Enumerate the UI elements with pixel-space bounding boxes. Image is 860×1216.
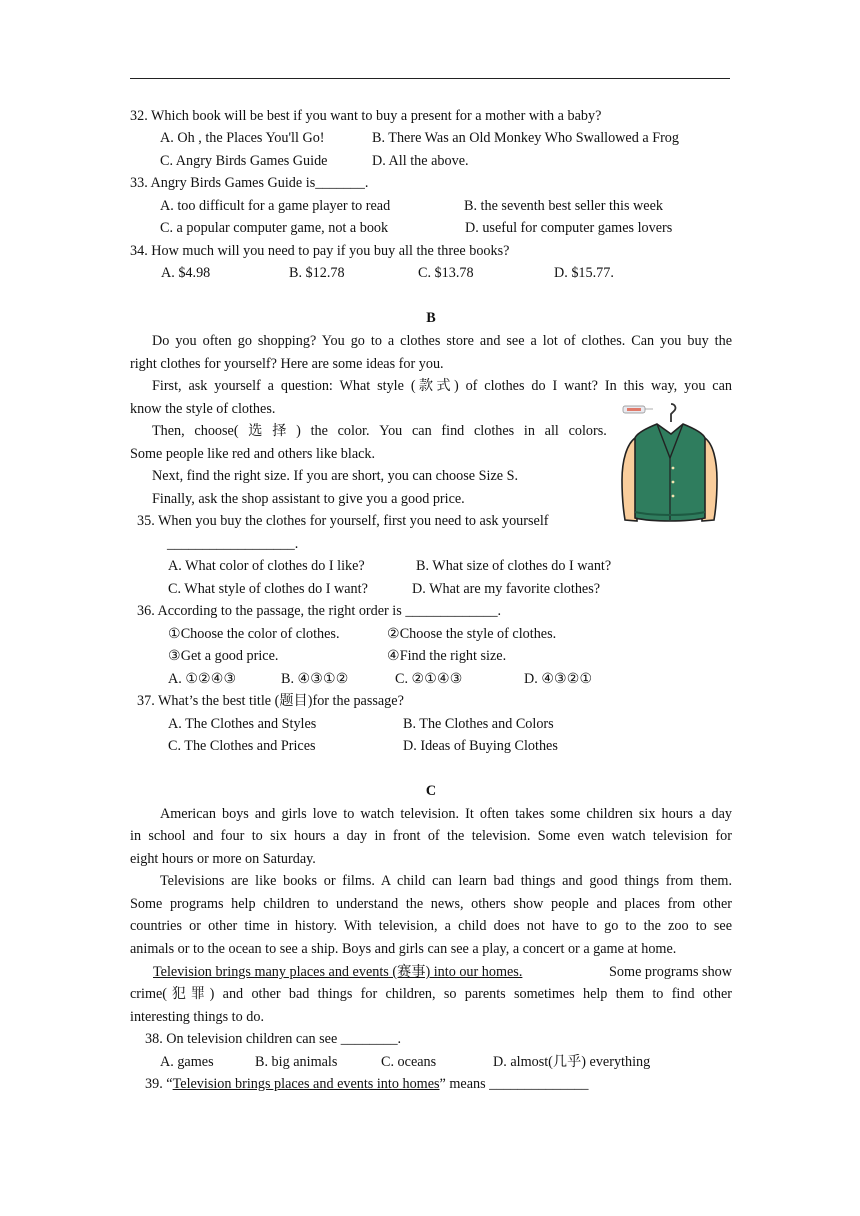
q34-option-b: B. $12.78 xyxy=(289,265,345,281)
text-word: colors. xyxy=(568,423,607,439)
section-b-paragraph-1: Do you often go shopping? You go to a clothes store and see a lot of clothes. Can you buy the xyxy=(152,333,732,349)
header-rule xyxy=(130,78,730,79)
text-run: Some programs show xyxy=(609,964,732,980)
q36-option-b: B. ④③①② xyxy=(281,671,349,687)
q32-stem: 32. Which book will be best if you want to buy a present for a mother with a baby? xyxy=(130,108,602,124)
q34-option-d: D. $15.77. xyxy=(554,265,614,281)
text-word: all xyxy=(544,423,559,439)
section-c-paragraph-3-end: interesting things to do. xyxy=(130,1009,264,1025)
q32-option-d: D. All the above. xyxy=(372,153,469,169)
section-c-paragraph-3 xyxy=(153,963,732,981)
section-c-paragraph-2-line-2: Some programs help children to understand the news, others show people and places from other xyxy=(130,896,732,912)
q33-stem: 33. Angry Birds Games Guide is_______. xyxy=(130,175,369,191)
text-word: 择 xyxy=(272,423,287,439)
text-word: Then, xyxy=(152,423,185,439)
section-c-paragraph-2-line-3: countries or other time in history. With television, a child does not have to go to the zoo to see xyxy=(130,918,732,934)
q36-option-a: A. ①②④③ xyxy=(168,671,237,687)
q38-option-b: B. big animals xyxy=(255,1054,338,1070)
q36-step-4: ④Find the right size. xyxy=(387,648,507,664)
q36-option-d: D. ④③②① xyxy=(524,671,593,687)
text-word: You xyxy=(379,423,403,439)
q39-stem xyxy=(145,1075,588,1093)
q38-option-a: A. games xyxy=(160,1054,214,1070)
q37-option-a: A. The Clothes and Styles xyxy=(168,716,317,732)
text-run: 39. “ xyxy=(145,1076,173,1092)
text-word: ) xyxy=(296,423,301,439)
q37-stem: 37. What’s the best title (题目)for the passage? xyxy=(137,693,404,709)
section-b-paragraph-2-end: know the style of clothes. xyxy=(130,401,276,417)
section-b-heading: B xyxy=(426,310,436,326)
section-c-paragraph-1-end: eight hours or more on Saturday. xyxy=(130,851,316,867)
q37-option-c: C. The Clothes and Prices xyxy=(168,738,316,754)
text-word: 选 xyxy=(248,423,263,439)
section-c-heading: C xyxy=(425,783,437,799)
text-word: can xyxy=(412,423,432,439)
q32-option-a: A. Oh , the Places You'll Go! xyxy=(160,130,325,146)
q36-stem: 36. According to the passage, the right order is _____________. xyxy=(137,603,502,619)
q33-option-d: D. useful for computer games lovers xyxy=(465,220,673,236)
jacket-illustration xyxy=(617,400,721,532)
price-tag-icon xyxy=(623,406,653,413)
section-b-paragraph-1-end: right clothes for yourself? Here are some ideas for you. xyxy=(130,356,444,372)
text-word: clothes xyxy=(474,423,515,439)
text-word: choose( xyxy=(194,423,239,439)
text-word: the xyxy=(310,423,328,439)
q35-stem: 35. When you buy the clothes for yourself, first you need to ask yourself xyxy=(137,513,549,529)
underlined-sentence: Television brings many places and events (赛事) into our homes. xyxy=(153,964,523,980)
section-c-paragraph-1: American boys and girls love to watch television. It often takes some children six hours a day xyxy=(160,806,732,822)
section-c-paragraph-2: Televisions are like books or films. A child can learn bad things and good things from them. xyxy=(160,873,732,889)
q34-stem: 34. How much will you need to pay if you buy all the three books? xyxy=(130,243,510,259)
q37-option-d: D. Ideas of Buying Clothes xyxy=(403,738,558,754)
q35-option-a: A. What color of clothes do I like? xyxy=(168,558,365,574)
section-b-paragraph-3-end: Some people like red and others like black. xyxy=(130,446,376,462)
section-b-paragraph-2: First, ask yourself a question: What style (款式) of clothes do I want? In this way, you can xyxy=(152,378,732,394)
hanger-icon xyxy=(671,404,675,422)
text-run: ” means ______________ xyxy=(439,1076,589,1092)
text-word: color. xyxy=(337,423,370,439)
q38-option-c: C. oceans xyxy=(381,1054,437,1070)
q32-option-b: B. There Was an Old Monkey Who Swallowed a Frog xyxy=(372,130,679,146)
q37-option-b: B. The Clothes and Colors xyxy=(403,716,554,732)
q38-stem: 38. On television children can see ________. xyxy=(145,1031,402,1047)
section-b-paragraph-4: Next, find the right size. If you are short, you can choose Size S. xyxy=(152,468,519,484)
q36-option-c: C. ②①④③ xyxy=(395,671,463,687)
section-b-paragraph-3 xyxy=(152,422,607,440)
section-c-paragraph-2-end: animals or to the ocean to see a ship. Boys and girls can see a play, a concert or a game at home. xyxy=(130,941,677,957)
q38-option-d: D. almost(几乎) everything xyxy=(493,1054,651,1070)
q33-option-a: A. too difficult for a game player to read xyxy=(160,198,391,214)
text-word: find xyxy=(441,423,465,439)
text-word: in xyxy=(523,423,535,439)
q35-blank: __________________. xyxy=(167,536,299,552)
q33-option-b: B. the seventh best seller this week xyxy=(464,198,663,214)
q34-option-c: C. $13.78 xyxy=(418,265,474,281)
section-c-paragraph-3-line-2: crime(犯罪) and other bad things for children, so parents sometimes help them to find other xyxy=(130,986,732,1002)
q35-option-b: B. What size of clothes do I want? xyxy=(416,558,612,574)
section-c-paragraph-1-line-2: in school and four to six hours a day in front of the television. Some even watch television for xyxy=(130,828,732,844)
q33-option-c: C. a popular computer game, not a book xyxy=(160,220,389,236)
section-b-paragraph-5: Finally, ask the shop assistant to give you a good price. xyxy=(152,491,465,507)
q36-step-2: ②Choose the style of clothes. xyxy=(387,626,557,642)
q35-option-c: C. What style of clothes do I want? xyxy=(168,581,368,597)
q32-option-c: C. Angry Birds Games Guide xyxy=(160,153,328,169)
q34-option-a: A. $4.98 xyxy=(161,265,211,281)
underlined-quote: Television brings places and events into homes xyxy=(172,1076,440,1092)
q36-step-1: ①Choose the color of clothes. xyxy=(168,626,340,642)
q35-option-d: D. What are my favorite clothes? xyxy=(412,581,601,597)
q36-step-3: ③Get a good price. xyxy=(168,648,279,664)
